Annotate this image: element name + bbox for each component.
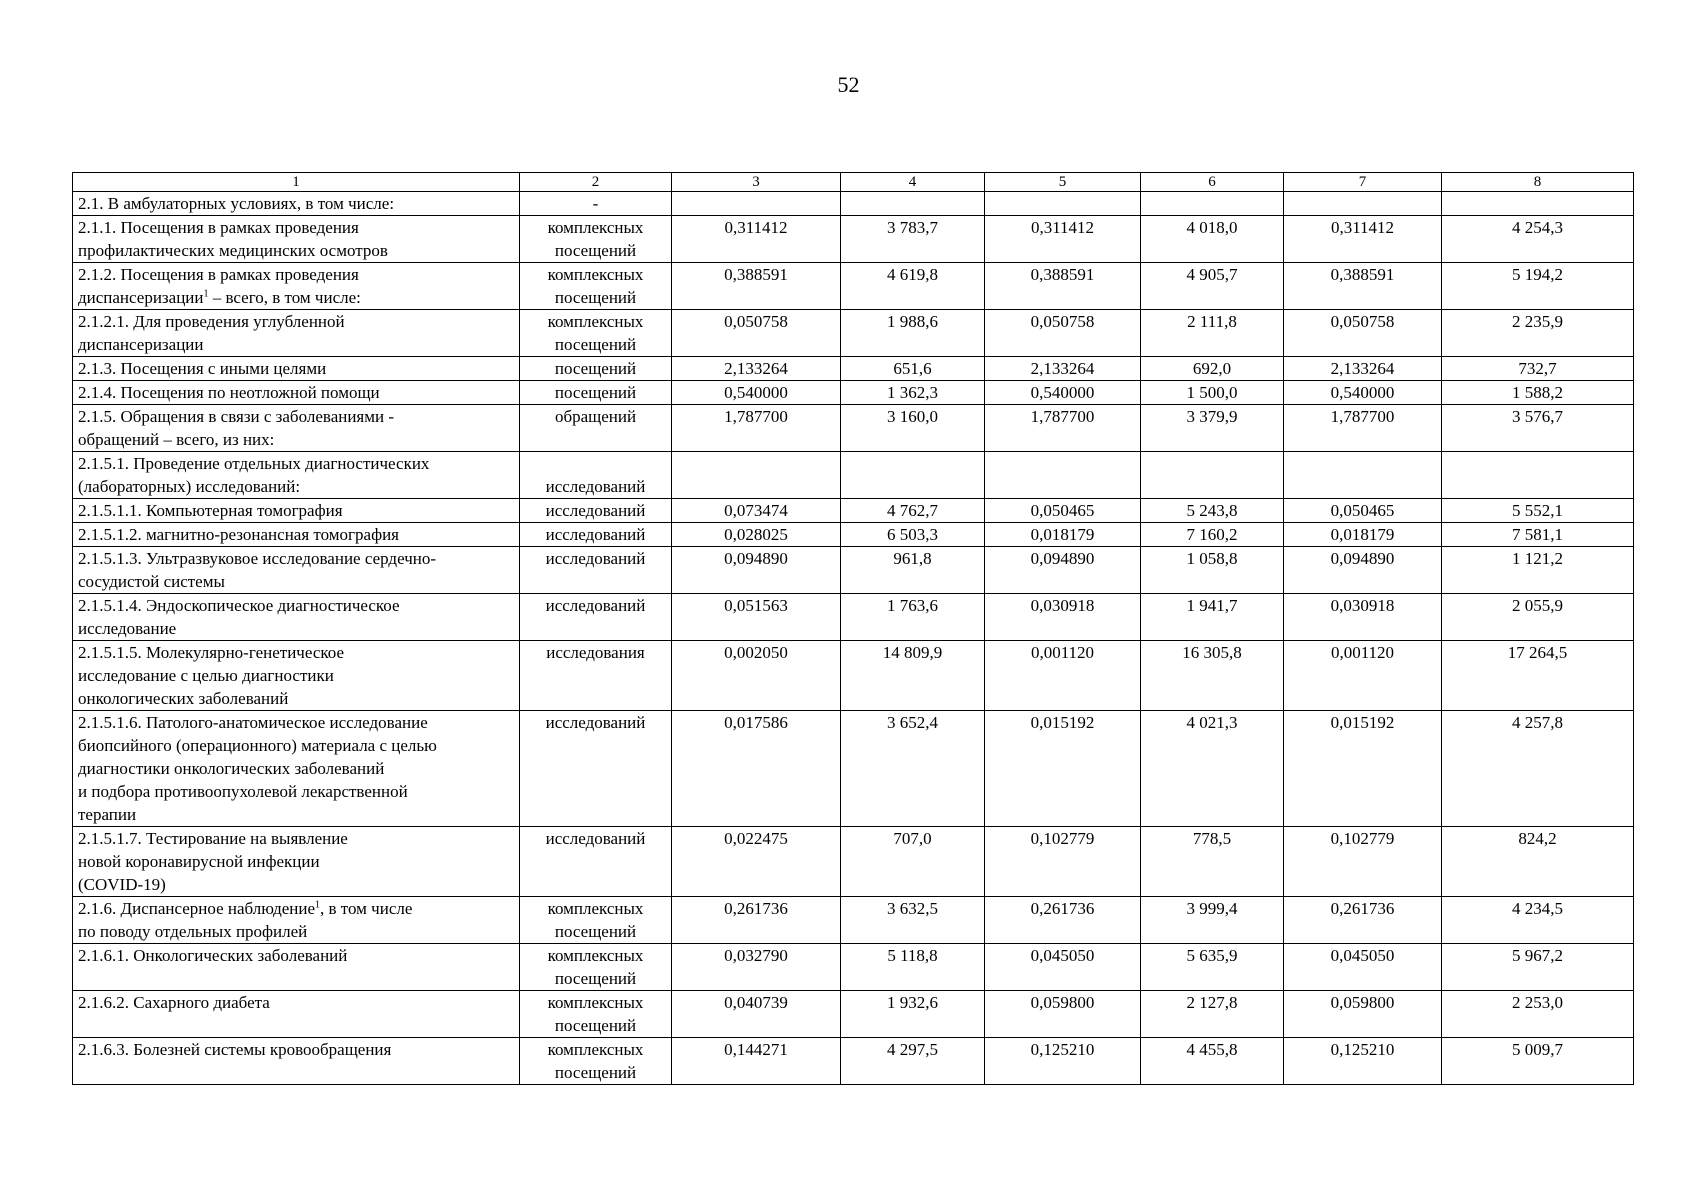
row-name-cell <box>73 897 520 944</box>
value-cell: 2,133264 <box>672 357 841 381</box>
value-cell: 4 257,8 <box>1442 711 1634 827</box>
row-name: 2.1.5.1.3. Ультразвуковое исследование сердечно- сосудистой системы <box>78 549 436 591</box>
value-cell: 0,001120 <box>1284 641 1442 711</box>
page-number: 52 <box>837 72 860 97</box>
value-cell: 961,8 <box>841 547 985 594</box>
row-name-cell <box>73 192 520 216</box>
value-cell: 1 763,6 <box>841 594 985 641</box>
header-cell: 6 <box>1141 173 1284 192</box>
value-cell: 2,133264 <box>985 357 1141 381</box>
value-cell: 778,5 <box>1141 827 1284 897</box>
row-unit: исследований <box>520 523 672 547</box>
value-cell: 3 379,9 <box>1141 405 1284 452</box>
value-cell: 4 234,5 <box>1442 897 1634 944</box>
value-cell: 3 632,5 <box>841 897 985 944</box>
row-unit: исследований <box>520 547 672 594</box>
row-name: 2.1. В амбулаторных условиях, в том числе: <box>78 194 395 213</box>
row-name: 2.1.6.1. Онкологических заболеваний <box>78 946 348 965</box>
value-cell <box>1284 192 1442 216</box>
table-row <box>73 897 1634 944</box>
header-cell: 7 <box>1284 173 1442 192</box>
table-row <box>73 405 1634 452</box>
value-cell: 7 581,1 <box>1442 523 1634 547</box>
value-cell: 0,015192 <box>1284 711 1442 827</box>
table-row <box>73 827 1634 897</box>
value-cell: 0,073474 <box>672 499 841 523</box>
value-cell: 0,032790 <box>672 944 841 991</box>
value-cell: 0,144271 <box>672 1038 841 1085</box>
row-name: 2.1.5.1.2. магнитно-резонансная томография <box>78 525 399 544</box>
table-row <box>73 310 1634 357</box>
table-row <box>73 523 1634 547</box>
value-cell: 824,2 <box>1442 827 1634 897</box>
value-cell: 3 999,4 <box>1141 897 1284 944</box>
value-cell: 1,787700 <box>985 405 1141 452</box>
value-cell: 7 160,2 <box>1141 523 1284 547</box>
value-cell: 0,094890 <box>1284 547 1442 594</box>
value-cell: 4 254,3 <box>1442 216 1634 263</box>
value-cell: 0,059800 <box>1284 991 1442 1038</box>
value-cell: 4 619,8 <box>841 263 985 310</box>
table-body <box>73 192 1634 1085</box>
value-cell: 0,094890 <box>985 547 1141 594</box>
value-cell: 0,050758 <box>1284 310 1442 357</box>
row-unit: исследований <box>520 827 672 897</box>
value-cell: 2 235,9 <box>1442 310 1634 357</box>
value-cell: 16 305,8 <box>1141 641 1284 711</box>
row-name: 2.1.5. Обращения в связи с заболеваниями - обращений – всего, из них: <box>78 407 395 449</box>
value-cell: 3 783,7 <box>841 216 985 263</box>
row-name: 2.1.5.1.6. Патолого-анатомическое исследование биопсийного (операционного) материала с целью диагностики онкологических заболеваний и подбора противоопухолевой лекарственной терапии <box>78 713 437 824</box>
value-cell: 0,125210 <box>1284 1038 1442 1085</box>
row-name-cell <box>73 827 520 897</box>
value-cell: 0,001120 <box>985 641 1141 711</box>
value-cell: 4 018,0 <box>1141 216 1284 263</box>
table-row <box>73 547 1634 594</box>
value-cell: 0,311412 <box>672 216 841 263</box>
table-row <box>73 381 1634 405</box>
value-cell <box>1442 452 1634 499</box>
row-unit: посещений <box>520 381 672 405</box>
value-cell: 0,388591 <box>985 263 1141 310</box>
row-name-cell <box>73 405 520 452</box>
value-cell: 6 503,3 <box>841 523 985 547</box>
row-name-cell <box>73 216 520 263</box>
value-cell: 3 576,7 <box>1442 405 1634 452</box>
header-cell: 1 <box>73 173 520 192</box>
row-name-cell <box>73 452 520 499</box>
value-cell: 2 127,8 <box>1141 991 1284 1038</box>
row-unit: исследований <box>520 594 672 641</box>
row-name: 2.1.2. Посещения в рамках проведения диспансеризации <box>78 265 359 307</box>
footnote-marker: 1 <box>203 288 209 300</box>
row-name-cell <box>73 310 520 357</box>
value-cell: 0,045050 <box>985 944 1141 991</box>
row-name: 2.1.2.1. Для проведения углубленной диспансеризации <box>78 312 345 354</box>
header-cell: 2 <box>520 173 672 192</box>
value-cell: 0,030918 <box>1284 594 1442 641</box>
value-cell: 0,540000 <box>672 381 841 405</box>
value-cell: 17 264,5 <box>1442 641 1634 711</box>
footnote-marker: 1 <box>315 899 321 911</box>
value-cell: 5 967,2 <box>1442 944 1634 991</box>
value-cell: 2 111,8 <box>1141 310 1284 357</box>
row-unit: комплексных посещений <box>520 897 672 944</box>
row-unit: - <box>520 192 672 216</box>
value-cell: 0,022475 <box>672 827 841 897</box>
value-cell: 0,102779 <box>1284 827 1442 897</box>
row-name: 2.1.5.1.5. Молекулярно-генетическое исследование с целью диагностики онкологических заболеваний <box>78 643 345 708</box>
row-unit: комплексных посещений <box>520 1038 672 1085</box>
value-cell: 1 500,0 <box>1141 381 1284 405</box>
value-cell: 0,028025 <box>672 523 841 547</box>
value-cell: 0,540000 <box>1284 381 1442 405</box>
row-name: 2.1.1. Посещения в рамках проведения профилактических медицинских осмотров <box>78 218 388 260</box>
value-cell: 0,050758 <box>672 310 841 357</box>
value-cell: 5 118,8 <box>841 944 985 991</box>
value-cell: 5 243,8 <box>1141 499 1284 523</box>
value-cell: 1 932,6 <box>841 991 985 1038</box>
value-cell: 1,787700 <box>1284 405 1442 452</box>
value-cell <box>1141 192 1284 216</box>
value-cell: 732,7 <box>1442 357 1634 381</box>
value-cell: 0,311412 <box>985 216 1141 263</box>
value-cell <box>672 452 841 499</box>
value-cell: 14 809,9 <box>841 641 985 711</box>
value-cell: 0,102779 <box>985 827 1141 897</box>
row-name-tail: , в том числе по поводу отдельных профилей <box>78 899 413 941</box>
value-cell <box>841 192 985 216</box>
value-cell: 0,094890 <box>672 547 841 594</box>
value-cell: 1,787700 <box>672 405 841 452</box>
row-name-cell <box>73 991 520 1038</box>
table-row <box>73 452 1634 499</box>
row-name: 2.1.5.1.7. Тестирование на выявление новой коронавирусной инфекции (COVID-19) <box>78 829 348 894</box>
row-name: 2.1.5.1. Проведение отдельных диагностических (лабораторных) исследований: <box>78 454 430 496</box>
header-cell: 3 <box>672 173 841 192</box>
value-cell: 4 762,7 <box>841 499 985 523</box>
value-cell: 692,0 <box>1141 357 1284 381</box>
row-name: 2.1.6.2. Сахарного диабета <box>78 993 270 1012</box>
row-name: 2.1.4. Посещения по неотложной помощи <box>78 383 380 402</box>
table-row <box>73 216 1634 263</box>
data-table <box>72 172 1634 1085</box>
row-name: 2.1.6. Диспансерное наблюдение <box>78 899 316 918</box>
header-row <box>73 173 1634 192</box>
row-name-cell <box>73 1038 520 1085</box>
value-cell: 0,125210 <box>985 1038 1141 1085</box>
row-unit: комплексных посещений <box>520 991 672 1038</box>
value-cell: 0,018179 <box>985 523 1141 547</box>
value-cell: 1 588,2 <box>1442 381 1634 405</box>
row-unit: исследований <box>520 711 672 827</box>
row-unit: комплексных посещений <box>520 216 672 263</box>
row-name: 2.1.5.1.1. Компьютерная томография <box>78 501 343 520</box>
table-row <box>73 594 1634 641</box>
value-cell <box>1442 192 1634 216</box>
value-cell: 0,540000 <box>985 381 1141 405</box>
value-cell: 0,050465 <box>1284 499 1442 523</box>
row-name-cell <box>73 381 520 405</box>
table-row <box>73 991 1634 1038</box>
row-unit: комплексных посещений <box>520 263 672 310</box>
value-cell: 5 194,2 <box>1442 263 1634 310</box>
table-row <box>73 711 1634 827</box>
value-cell <box>985 192 1141 216</box>
value-cell: 4 297,5 <box>841 1038 985 1085</box>
header-cell: 8 <box>1442 173 1634 192</box>
value-cell: 4 455,8 <box>1141 1038 1284 1085</box>
row-name: 2.1.5.1.4. Эндоскопическое диагностическое исследование <box>78 596 400 638</box>
row-name-cell <box>73 523 520 547</box>
row-unit: комплексных посещений <box>520 310 672 357</box>
value-cell: 1 941,7 <box>1141 594 1284 641</box>
value-cell: 1 988,6 <box>841 310 985 357</box>
row-unit: комплексных посещений <box>520 944 672 991</box>
value-cell: 0,002050 <box>672 641 841 711</box>
value-cell: 0,051563 <box>672 594 841 641</box>
value-cell: 651,6 <box>841 357 985 381</box>
value-cell: 2 253,0 <box>1442 991 1634 1038</box>
row-name-cell <box>73 641 520 711</box>
value-cell <box>1284 452 1442 499</box>
value-cell <box>985 452 1141 499</box>
value-cell: 4 021,3 <box>1141 711 1284 827</box>
row-name-cell <box>73 944 520 991</box>
table-row <box>73 944 1634 991</box>
row-unit: обращений <box>520 405 672 452</box>
value-cell: 0,388591 <box>1284 263 1442 310</box>
value-cell <box>1141 452 1284 499</box>
value-cell: 2 055,9 <box>1442 594 1634 641</box>
row-unit: исследования <box>520 641 672 711</box>
value-cell: 0,030918 <box>985 594 1141 641</box>
table-row <box>73 192 1634 216</box>
table-row <box>73 263 1634 310</box>
header-cell: 4 <box>841 173 985 192</box>
value-cell: 3 160,0 <box>841 405 985 452</box>
row-name-cell <box>73 263 520 310</box>
value-cell: 0,261736 <box>1284 897 1442 944</box>
row-name-cell <box>73 499 520 523</box>
row-name-cell <box>73 547 520 594</box>
value-cell: 5 009,7 <box>1442 1038 1634 1085</box>
value-cell: 0,045050 <box>1284 944 1442 991</box>
table-row <box>73 499 1634 523</box>
value-cell <box>841 452 985 499</box>
value-cell: 0,261736 <box>985 897 1141 944</box>
table-row <box>73 641 1634 711</box>
row-name-cell <box>73 594 520 641</box>
value-cell: 0,261736 <box>672 897 841 944</box>
value-cell: 1 058,8 <box>1141 547 1284 594</box>
value-cell: 0,050465 <box>985 499 1141 523</box>
value-cell: 4 905,7 <box>1141 263 1284 310</box>
value-cell: 1 121,2 <box>1442 547 1634 594</box>
table-row <box>73 357 1634 381</box>
value-cell: 0,040739 <box>672 991 841 1038</box>
header-cell: 5 <box>985 173 1141 192</box>
row-name: 2.1.3. Посещения с иными целями <box>78 359 327 378</box>
table-row <box>73 1038 1634 1085</box>
value-cell: 5 635,9 <box>1141 944 1284 991</box>
value-cell: 3 652,4 <box>841 711 985 827</box>
value-cell: 5 552,1 <box>1442 499 1634 523</box>
row-name-cell <box>73 711 520 827</box>
value-cell: 2,133264 <box>1284 357 1442 381</box>
row-name: 2.1.6.3. Болезней системы кровообращения <box>78 1040 392 1059</box>
row-unit: исследований <box>520 499 672 523</box>
row-unit: исследований <box>520 452 672 499</box>
value-cell: 0,050758 <box>985 310 1141 357</box>
value-cell: 1 362,3 <box>841 381 985 405</box>
value-cell: 0,018179 <box>1284 523 1442 547</box>
value-cell: 0,015192 <box>985 711 1141 827</box>
row-name-tail: – всего, в том числе: <box>208 288 361 307</box>
value-cell: 0,311412 <box>1284 216 1442 263</box>
value-cell: 0,017586 <box>672 711 841 827</box>
value-cell: 707,0 <box>841 827 985 897</box>
value-cell <box>672 192 841 216</box>
value-cell: 0,059800 <box>985 991 1141 1038</box>
row-unit: посещений <box>520 357 672 381</box>
row-name-cell <box>73 357 520 381</box>
value-cell: 0,388591 <box>672 263 841 310</box>
